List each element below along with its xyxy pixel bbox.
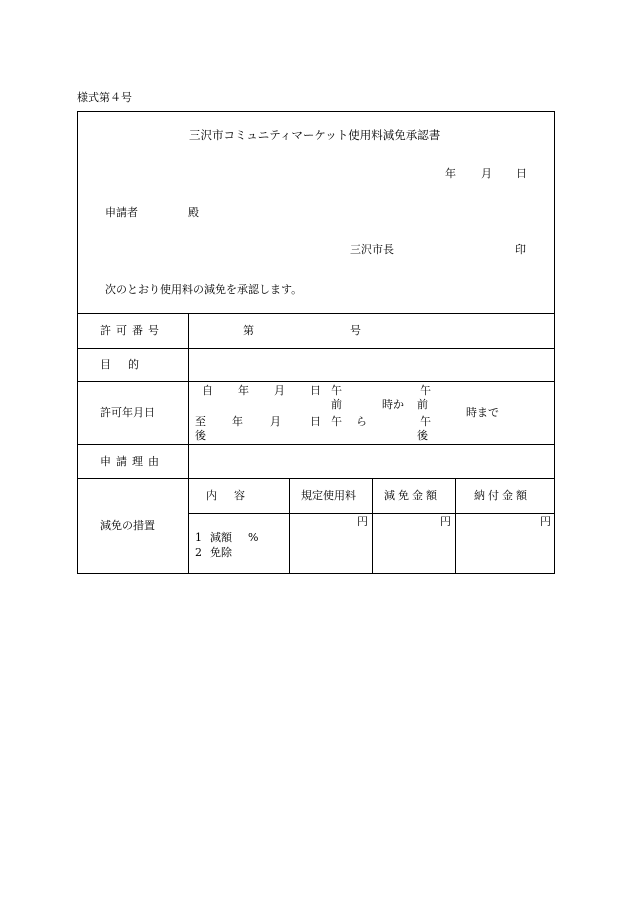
form-frame	[77, 111, 555, 574]
applicant-honorific: 殿	[188, 206, 199, 219]
permit-number-label: 許可番号	[100, 324, 164, 337]
date-to-day: 日	[310, 415, 321, 428]
payment-yen: 円	[540, 515, 551, 528]
permit-date-label: 許可年月日	[100, 406, 155, 419]
date-to-month: 月	[270, 415, 281, 428]
purpose-label: 目 的	[100, 358, 142, 371]
option-1-percent: %	[248, 531, 259, 544]
date-ji-kara: 時か	[382, 398, 404, 411]
row-line-1	[77, 348, 555, 349]
reduction-yen: 円	[440, 515, 451, 528]
measures-divider-3	[455, 478, 456, 574]
date-zen: 前	[331, 398, 342, 411]
date-from-month: 月	[274, 384, 285, 397]
applicant-label: 申請者	[105, 206, 138, 219]
issuer-name: 三沢市長	[350, 243, 394, 256]
label-column-divider	[188, 313, 189, 574]
header-payment: 納付金額	[474, 489, 530, 502]
date-from-year: 年	[238, 384, 249, 397]
seal-mark: 印	[515, 243, 526, 256]
date-zen-2: 前	[417, 398, 428, 411]
date-to: 至	[195, 415, 206, 428]
approval-statement: 次のとおり使用料の減免を承認します。	[105, 283, 303, 296]
row-line-4	[77, 478, 555, 479]
permit-number-dai: 第	[243, 324, 254, 337]
date-year-label: 年	[445, 167, 456, 180]
document-title: 三沢市コミュニティマーケット使用料減免承認書	[189, 128, 441, 142]
reason-label: 申請理由	[100, 455, 164, 468]
date-from: 自	[202, 384, 213, 397]
date-to-am: 午	[331, 415, 342, 428]
option-2-text: 免除	[210, 546, 232, 559]
date-go-left: 後	[195, 429, 206, 442]
date-from-am-2: 午	[420, 384, 431, 397]
date-go-right: 後	[417, 429, 428, 442]
fee-yen: 円	[357, 515, 368, 528]
date-ji-made: 時まで	[466, 406, 499, 419]
date-from-am: 午	[331, 384, 342, 397]
table-top-line	[77, 313, 555, 314]
date-ra: ら	[356, 415, 367, 428]
option-2-number: 2	[195, 546, 202, 559]
measures-divider-2	[372, 478, 373, 574]
permit-number-go: 号	[350, 324, 361, 337]
date-to-am-2: 午	[420, 415, 431, 428]
date-to-year: 年	[232, 415, 243, 428]
form-number: 様式第４号	[77, 91, 132, 104]
option-1-number: 1	[195, 531, 202, 544]
row-line-2	[77, 381, 555, 382]
measures-divider-1	[289, 478, 290, 574]
header-fee: 規定使用料	[301, 489, 356, 502]
date-month-label: 月	[481, 167, 492, 180]
row-line-3	[77, 444, 555, 445]
header-reduction: 減免金額	[384, 489, 440, 502]
measures-label: 減免の措置	[100, 519, 155, 532]
option-1-text: 減額	[210, 531, 232, 544]
header-content: 内 容	[206, 489, 248, 502]
date-from-day: 日	[310, 384, 321, 397]
date-day-label: 日	[516, 167, 527, 180]
